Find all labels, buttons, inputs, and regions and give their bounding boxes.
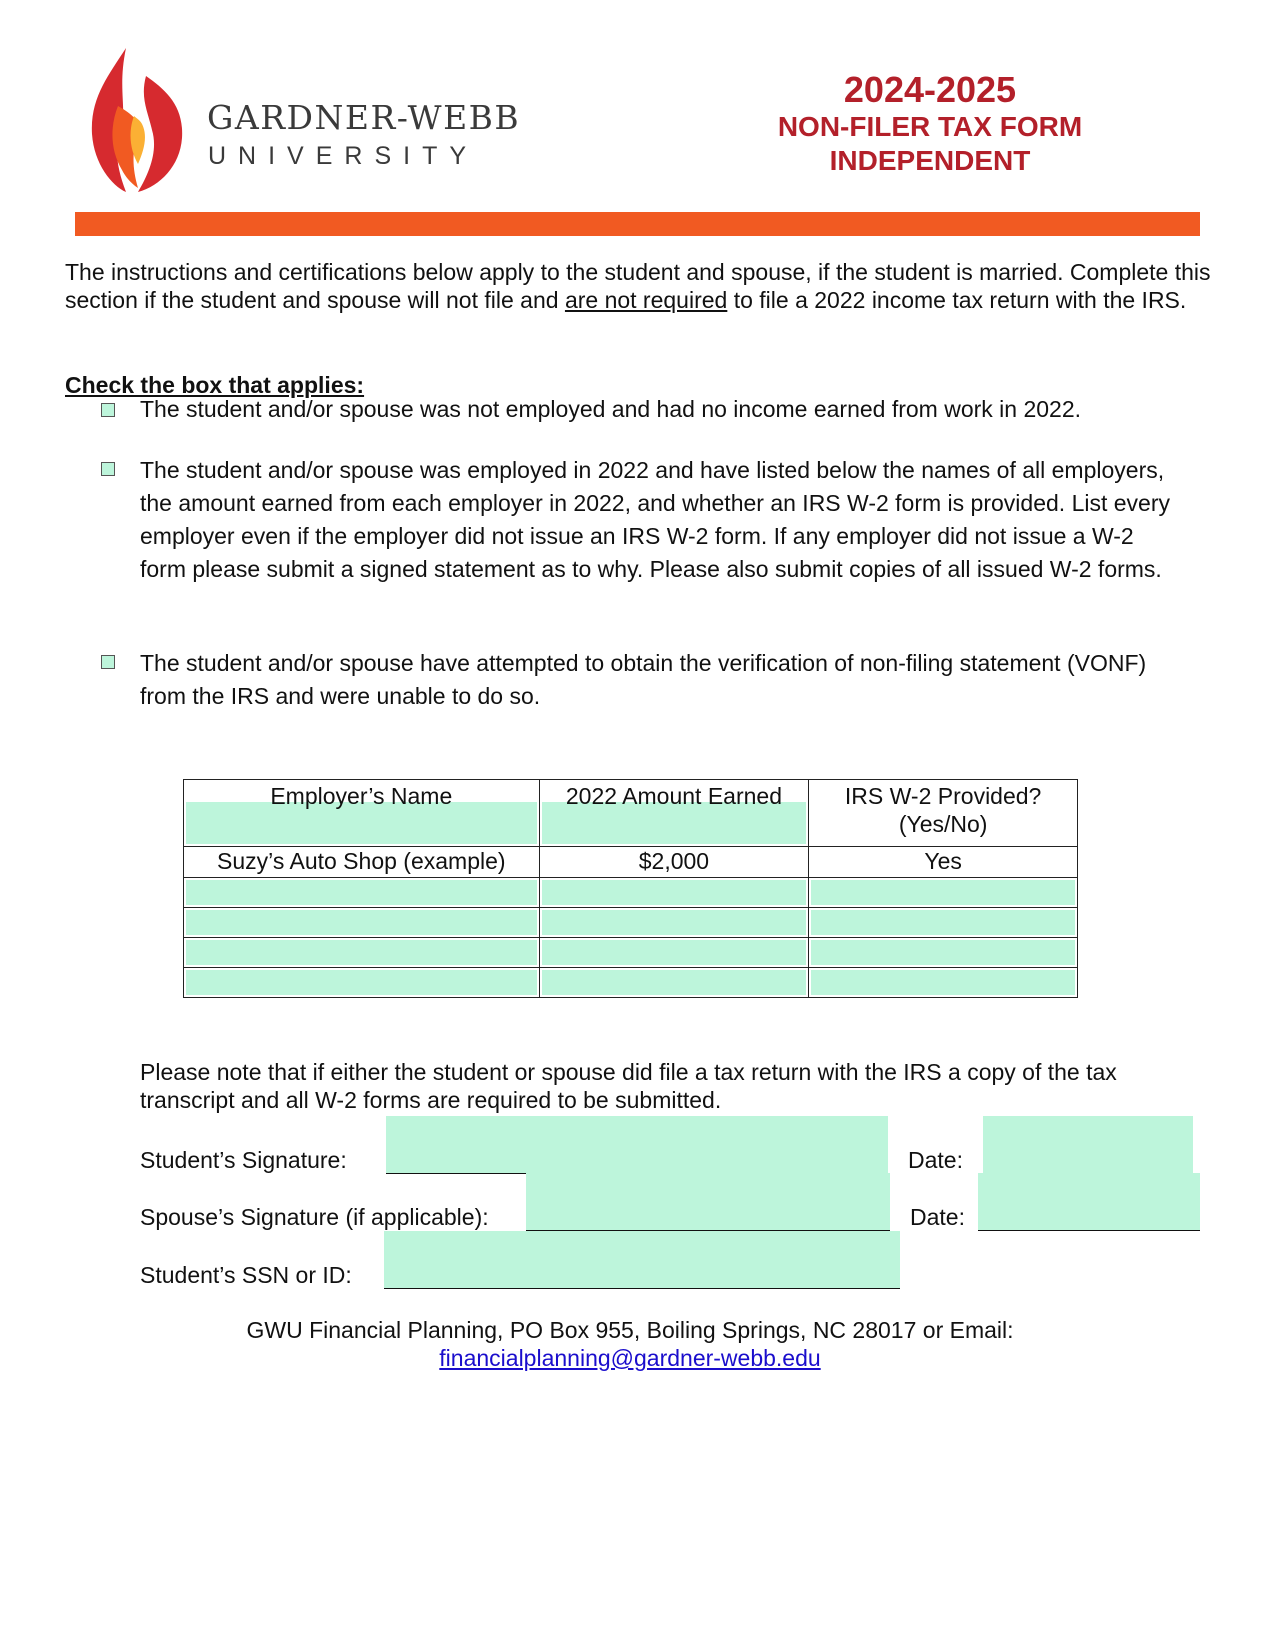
employer-name-input[interactable] [186,970,537,995]
header-cell-amount [539,780,809,847]
w2-provided-input[interactable] [811,880,1075,905]
intro-underlined: are not required [564,287,728,313]
form-subtitle: INDEPENDENT [829,145,1031,176]
employer-table [183,779,1078,998]
intro-text-1: The instructions and certifications below apply to the student and spouse, if the student is married. Complete this section if the student and spouse will not file and [65,259,1211,313]
table-cell [539,938,809,968]
employer-name-input[interactable] [186,880,537,905]
student-date-label: Date: [908,1147,963,1173]
footer-contact [100,1316,1160,1372]
student-date-field[interactable] [983,1116,1193,1174]
table-cell [809,938,1078,968]
footer-address: GWU Financial Planning, PO Box 955, Boiling Springs, NC 28017 or Email: [246,1317,1014,1343]
w2-provided-input[interactable] [811,940,1075,965]
w2-provided-input[interactable] [811,970,1075,995]
amount-earned-input[interactable] [542,940,807,965]
form-title-block [740,70,1120,178]
option-2-label: The student and/or spouse was employed in 2022 and have listed below the names of all employers, the amount earned from each employer in 2022, and whether an IRS W-2 form is provided. List every employer even if the employer did not issue an IRS W-2 form. If any employer did not issue a W-2 form please submit a signed statement as to why. Please also submit copies of all issued W-2 forms. [140,457,1170,582]
header-employer-name: Employer’s Name [270,783,453,809]
table-cell [539,908,809,938]
table-cell [539,878,809,908]
table-cell [184,938,540,968]
flame-logo-icon [88,46,188,194]
table-cell [184,908,540,938]
option-1-checkbox[interactable] [101,403,115,417]
employer-name-input[interactable] [186,940,537,965]
table-row [184,847,1078,878]
w2-provided-input[interactable] [811,910,1075,935]
spouse-signature-field[interactable] [526,1173,890,1231]
student-signature-field[interactable] [386,1116,888,1174]
table-row [184,908,1078,938]
table-header-row [184,780,1078,847]
option-3-label: The student and/or spouse have attempted to obtain the verification of non-filing statement (VONF) from the IRS and were unable to do so. [140,650,1147,709]
spouse-date-label: Date: [910,1204,965,1230]
example-w2: Yes [809,847,1078,878]
university-logo [88,46,548,196]
spouse-date-field[interactable] [978,1173,1200,1231]
form-title: NON-FILER TAX FORM [777,111,1083,142]
intro-paragraph [65,258,1215,314]
header-cell-employer [184,780,540,847]
example-amount: $2,000 [539,847,809,878]
table-row [184,878,1078,908]
table-cell [809,908,1078,938]
option-3-checkbox[interactable] [101,655,115,669]
student-signature-label: Student’s Signature: [140,1147,347,1173]
table-row [184,968,1078,998]
ssn-label: Student’s SSN or ID: [140,1262,352,1288]
table-cell [539,968,809,998]
option-2-checkbox[interactable] [101,462,115,476]
employer-name-input[interactable] [186,910,537,935]
table-row [184,938,1078,968]
spouse-signature-label: Spouse’s Signature (if applicable): [140,1204,489,1230]
footer-email-link[interactable]: financialplanning@gardner-webb.edu [439,1345,821,1371]
table-cell [809,968,1078,998]
example-employer: Suzy’s Auto Shop (example) [184,847,540,878]
amount-earned-input[interactable] [542,880,807,905]
table-cell [809,878,1078,908]
option-1-label: The student and/or spouse was not employed and had no income earned from work in 2022. [140,396,1082,422]
amount-earned-input[interactable] [542,970,807,995]
intro-text-2: to file a 2022 income tax return with the IRS. [727,287,1187,313]
form-year: 2024-2025 [843,69,1017,110]
checklist-heading: Check the box that applies: [65,372,365,398]
header-w2-provided: IRS W-2 Provided? (Yes/No) [844,783,1042,837]
header-divider-bar [75,212,1200,236]
logo-wordmark: GARDNER-WEBB [207,98,521,137]
table-cell [184,878,540,908]
header-cell-w2 [809,780,1078,847]
table-cell [184,968,540,998]
ssn-field[interactable] [384,1231,900,1289]
logo-subtitle: UNIVERSITY [208,142,479,170]
submission-note: Please note that if either the student or spouse did file a tax return with the IRS a copy of the tax transcript and all W-2 forms are required to be submitted. [140,1059,1117,1113]
header-amount-earned: 2022 Amount Earned [565,783,782,809]
amount-earned-input[interactable] [542,910,807,935]
